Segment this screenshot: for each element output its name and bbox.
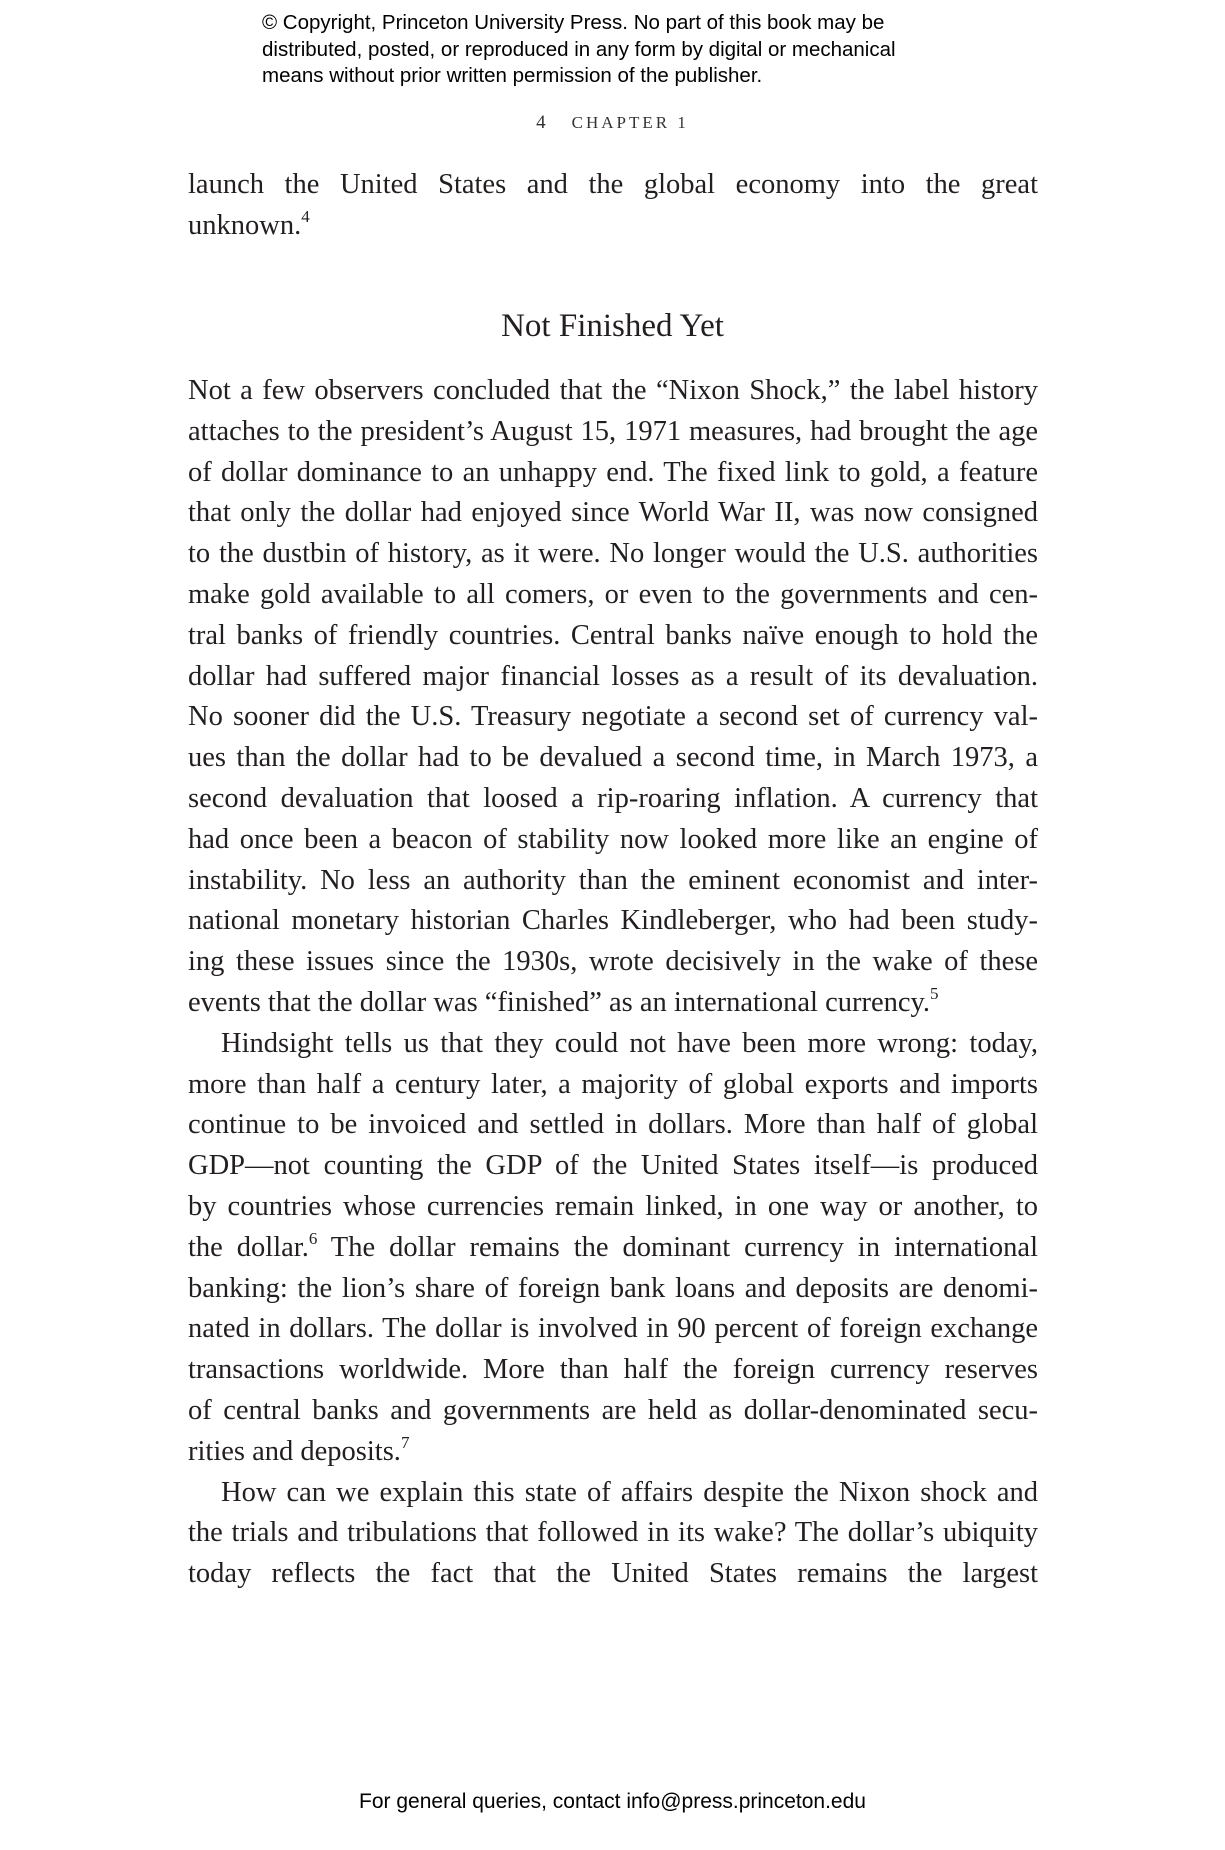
line-text: the dollar. xyxy=(188,1231,309,1263)
copyright-notice xyxy=(262,10,982,90)
text-line xyxy=(188,1228,1038,1269)
text-line: make gold available to all comers, or even to the governments and cen- xyxy=(188,578,1038,610)
text-line: of central banks and governments are held as dollar-denominated secu- xyxy=(188,1394,1038,1426)
text-line: of dollar dominance to an unhappy end. The fixed link to gold, a feature xyxy=(188,456,1038,488)
text-line: more than half a century later, a majority of global exports and imports xyxy=(188,1068,1038,1100)
text-line: the trials and tribulations that followed in its wake? The dollar’s ubiquity xyxy=(188,1517,1038,1549)
text-line: instability. No less an authority than the eminent economist and inter- xyxy=(188,864,1038,896)
text-line: nated in dollars. The dollar is involved in 90 percent of foreign exchange xyxy=(188,1313,1038,1345)
text-line: GDP—not counting the GDP of the United States itself—is produced xyxy=(188,1150,1038,1182)
text-line: ing these issues since the 1930s, wrote decisively in the wake of these xyxy=(188,946,1038,978)
copyright-line: means without prior written permission of the publisher. xyxy=(262,64,763,87)
text-line: had once been a beacon of stability now looked more like an engine of xyxy=(188,823,1038,855)
copyright-line: distributed, posted, or reproduced in any form by digital or mechanical xyxy=(262,37,896,61)
text-line xyxy=(188,1432,1038,1473)
text-line: Hindsight tells us that they could not have been more wrong: today, xyxy=(221,1027,1038,1059)
line-text: unknown. xyxy=(188,209,302,241)
section-heading: Not Finished Yet xyxy=(501,308,724,344)
paragraph-1 xyxy=(188,371,1038,1595)
text-line: launch the United States and the global economy into the great xyxy=(188,169,1038,200)
text-line: Not a few observers concluded that the “Nixon Shock,” the label history xyxy=(188,375,1038,406)
line-text: The dollar remains the dominant currency in international xyxy=(317,1231,1038,1263)
footnote-marker: 5 xyxy=(930,983,939,1003)
text-line xyxy=(188,983,1038,1024)
text-line: ues than the dollar had to be devalued a second time, in March 1973, a xyxy=(188,742,1038,774)
text-line: dollar had suffered major financial losses as a result of its devaluation. xyxy=(188,660,1038,692)
line-text: rities and deposits. xyxy=(188,1435,401,1467)
text-line: transactions worldwide. More than half the foreign currency reserves xyxy=(188,1354,1038,1386)
text-line: by countries whose currencies remain linked, in one way or another, to xyxy=(188,1190,1038,1222)
page-number: 4 xyxy=(536,112,546,133)
footer-contact: For general queries, contact info@press.princeton.edu xyxy=(359,1790,866,1813)
text-line: today reflects the fact that the United States remains the largest xyxy=(188,1558,1038,1590)
text-line: continue to be invoiced and settled in dollars. More than half of global xyxy=(188,1109,1038,1141)
text-line: to the dustbin of history, as it were. No longer would the U.S. authorities xyxy=(188,538,1038,570)
text-line: tral banks of friendly countries. Central banks naïve enough to hold the xyxy=(188,619,1038,651)
chapter-label: CHAPTER 1 xyxy=(571,113,689,132)
text-line: No sooner did the U.S. Treasury negotiate a second set of currency val- xyxy=(188,701,1038,733)
text-line: that only the dollar had enjoyed since World War II, was now consigned xyxy=(188,497,1038,529)
footnote-marker: 4 xyxy=(301,206,310,226)
text-line: second devaluation that loosed a rip-roaring inflation. A currency that xyxy=(188,782,1038,814)
text-line: attaches to the president’s August 15, 1971 measures, had brought the age xyxy=(188,415,1038,447)
copyright-line: © Copyright, Princeton University Press. No part of this book may be xyxy=(262,11,885,34)
text-line xyxy=(188,206,1038,247)
text-line: How can we explain this state of affairs despite the Nixon shock and xyxy=(221,1476,1038,1508)
text-line: banking: the lion’s share of foreign bank loans and deposits are denomi- xyxy=(188,1272,1038,1304)
footnote-marker: 7 xyxy=(400,1432,410,1452)
footnote-marker: 6 xyxy=(308,1228,318,1248)
running-head xyxy=(0,112,1225,134)
text-line: national monetary historian Charles Kindleberger, who had been study- xyxy=(188,905,1038,937)
intro-text xyxy=(188,165,1038,247)
line-text: events that the dollar was “finished” as an international currency. xyxy=(188,986,931,1018)
